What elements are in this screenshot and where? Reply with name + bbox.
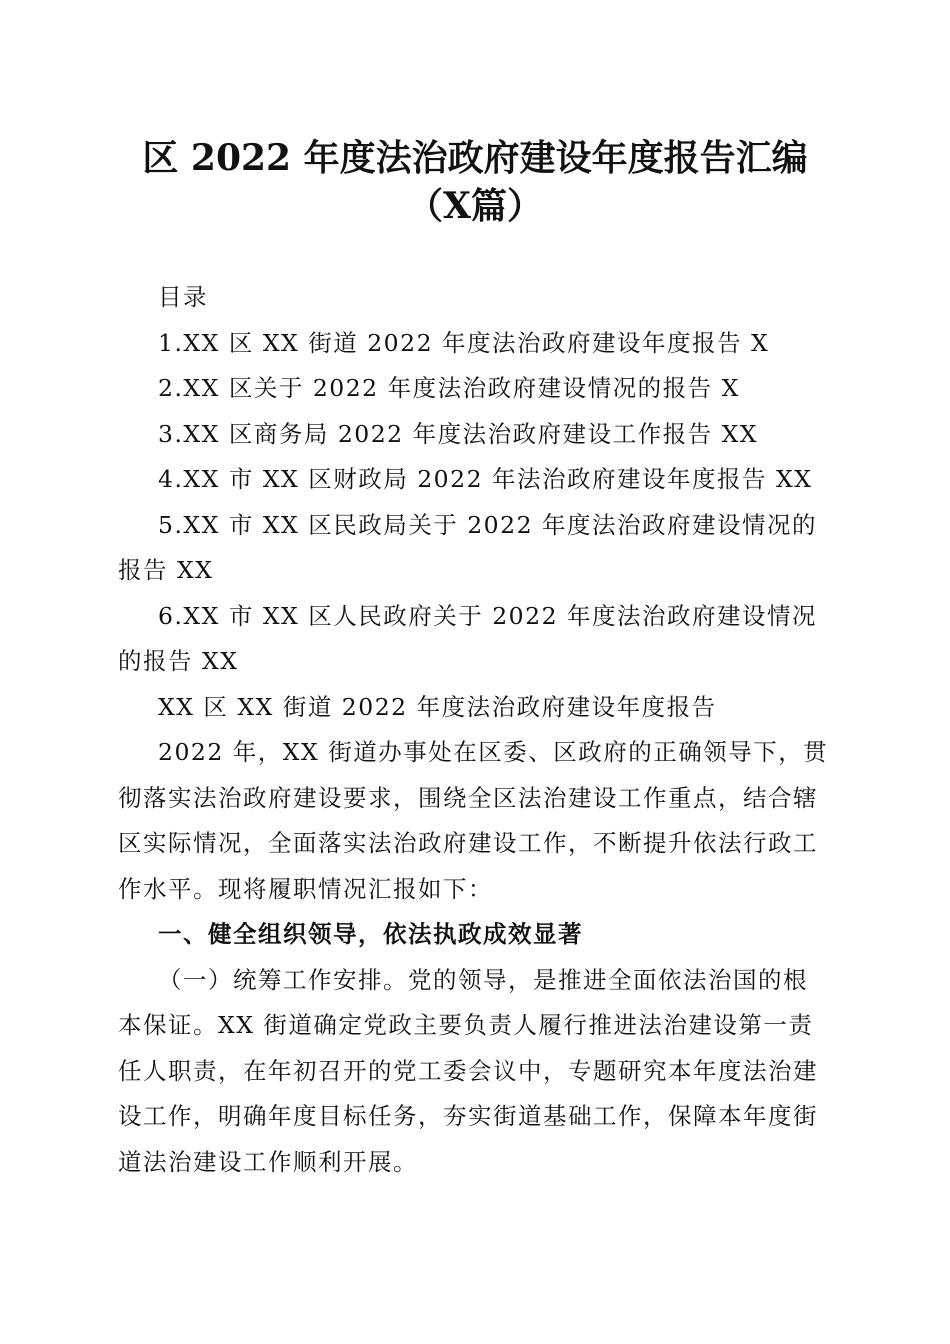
toc-item: 6.XX 市 XX 区人民政府关于 2022 年度法治政府建设情况的报告 XX <box>118 601 817 675</box>
toc-item: 2.XX 区关于 2022 年度法治政府建设情况的报告 X <box>158 374 740 402</box>
toc-item: 3.XX 区商务局 2022 年度法治政府建设工作报告 XX <box>158 419 759 448</box>
intro-paragraph: 2022 年，XX 街道办事处在区委、区政府的正确领导下，贯彻落实法治政府建设要求，围绕全区法治建设工作重点，结合辖区实际情况，全面落实法治政府建设工作，不断提升依法行政工作水平。现将履职情况汇报如下： <box>118 738 829 903</box>
toc-item: 1.XX 区 XX 街道 2022 年度法治政府建设年度报告 X <box>158 328 770 357</box>
report-title: XX 区 XX 街道 2022 年度法治政府建设年度报告 <box>158 692 717 721</box>
document-body <box>118 275 830 1185</box>
toc-item: 5.XX 市 XX 区民政局关于 2022 年度法治政府建设情况的报告 XX <box>118 510 817 584</box>
section-heading: 一、健全组织领导，依法执政成效显著 <box>158 920 583 948</box>
body-paragraph: （一）统筹工作安排。党的领导，是推进全面依法治国的根本保证。XX 街道确定党政主要负责人履行推进法治建设第一责任人职责，在年初召开的党工委会议中，专题研究本年度法治建设工作，明确年度目标任务，夯实街道基础工作，保障本年度街道法治建设工作顺利开展。 <box>118 965 818 1176</box>
toc-heading: 目录 <box>158 283 208 311</box>
toc-item: 4.XX 市 XX 区财政局 2022 年法治政府建设年度报告 XX <box>158 465 813 493</box>
document-title: 区 2022 年度法治政府建设年度报告汇编（X篇） <box>142 137 808 227</box>
